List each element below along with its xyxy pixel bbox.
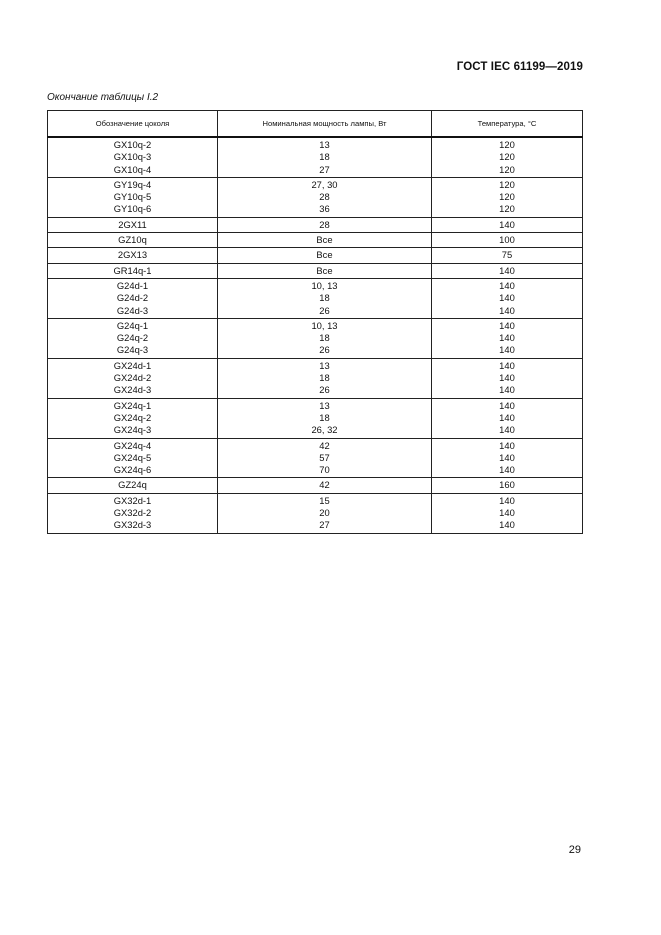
temperature-value: 140 (499, 519, 515, 531)
temperature-value: 140 (499, 344, 515, 356)
column-header-cap: Обозначение цоколя (48, 111, 218, 138)
cap-designation-value: GZ24q (118, 479, 147, 491)
cap-designation-cell (48, 177, 218, 217)
temperature-value: 140 (499, 359, 515, 371)
temperature-value: 140 (499, 424, 515, 436)
cap-designation-value: G24d-1 (116, 279, 149, 291)
column-header-power: Номинальная мощность лампы, Вт (218, 111, 432, 138)
temperature-value: 140 (499, 332, 515, 344)
temperature-value: 140 (499, 451, 515, 463)
temperature-cell (432, 217, 583, 232)
cap-designation-value: GZ10q (118, 234, 147, 246)
rated-power-value: Все (316, 249, 333, 261)
temperature-cell (432, 263, 583, 278)
rated-power-cell (218, 358, 432, 398)
temperature-value: 120 (499, 151, 515, 163)
cap-designation-value: GX24q-2 (113, 411, 152, 423)
temperature-cell (432, 278, 583, 318)
rated-power-cell (218, 493, 432, 533)
page-number: 29 (568, 844, 581, 856)
temperature-value: 120 (499, 178, 515, 190)
cap-designation-value: GX24d-2 (113, 372, 152, 384)
cap-designation-cell (48, 493, 218, 533)
temperature-value: 140 (499, 464, 515, 476)
table-row (48, 177, 583, 217)
table-row (48, 478, 583, 493)
rated-power-value: 18 (319, 151, 330, 163)
table-body (48, 137, 583, 533)
temperature-value: 140 (499, 372, 515, 384)
rated-power-value: 18 (319, 411, 330, 423)
cap-designation-cell (48, 263, 218, 278)
cap-designation-value: G24d-3 (116, 304, 149, 316)
rated-power-value: 26 (319, 384, 330, 396)
table-row (48, 137, 583, 177)
rated-power-value: 13 (319, 399, 330, 411)
rated-power-value: 26 (319, 344, 330, 356)
rated-power-value: 26 (319, 304, 330, 316)
rated-power-value: Все (316, 234, 333, 246)
temperature-value: 140 (499, 439, 515, 451)
rated-power-cell (218, 478, 432, 493)
cap-designation-value: G24q-3 (116, 344, 149, 356)
cap-designation-cell (48, 233, 218, 248)
cap-designation-value: G24q-1 (116, 319, 149, 331)
rated-power-value: 57 (319, 451, 330, 463)
temperature-value: 120 (499, 191, 515, 203)
temperature-value: 140 (499, 264, 515, 276)
cap-designation-cell (48, 248, 218, 263)
rated-power-value: 10, 13 (311, 319, 338, 331)
rated-power-value: 42 (319, 439, 330, 451)
rated-power-value: 10, 13 (311, 279, 338, 291)
temperature-cell (432, 398, 583, 438)
temperature-value: 140 (499, 411, 515, 423)
temperature-value: 140 (499, 384, 515, 396)
temperature-cell (432, 493, 583, 533)
table-row (48, 318, 583, 358)
rated-power-cell (218, 137, 432, 177)
cap-designation-value: 2GX11 (118, 218, 147, 230)
rated-power-cell (218, 278, 432, 318)
cap-designation-value: GX24q-1 (113, 399, 152, 411)
cap-designation-value: GX32d-2 (113, 507, 152, 519)
temperature-value: 140 (499, 304, 515, 316)
rated-power-value: 27, 30 (311, 178, 338, 190)
rated-power-value: 27 (319, 163, 330, 175)
temperature-value: 120 (499, 163, 515, 175)
cap-designation-value: GR14q-1 (113, 264, 152, 276)
temperature-value: 140 (499, 319, 515, 331)
temperature-cell (432, 358, 583, 398)
cap-designation-value: GX24d-1 (113, 359, 152, 371)
rated-power-cell (218, 438, 432, 478)
temperature-value: 140 (499, 399, 515, 411)
cap-designation-value: 2GX13 (117, 249, 148, 261)
document-standard-header: ГОСТ IEC 61199—2019 (456, 61, 583, 73)
cap-designation-value: GY10q-5 (113, 191, 152, 203)
cap-designation-value: GX32d-1 (113, 494, 152, 506)
temperature-cell (432, 478, 583, 493)
temperature-value: 120 (499, 139, 515, 150)
temperature-value: 120 (499, 203, 515, 215)
rated-power-value: 13 (319, 359, 330, 371)
temperature-value: 160 (499, 479, 515, 491)
cap-designation-cell (48, 137, 218, 177)
cap-designation-cell (48, 438, 218, 478)
cap-designation-value: GY19q-4 (113, 178, 152, 190)
lamp-cap-temperature-table (47, 110, 583, 534)
cap-designation-value: G24d-2 (116, 292, 149, 304)
cap-designation-value: GX32d-3 (113, 519, 152, 531)
rated-power-value: Все (316, 264, 333, 276)
temperature-cell (432, 318, 583, 358)
cap-designation-value: GX24d-3 (113, 384, 152, 396)
rated-power-cell (218, 398, 432, 438)
rated-power-value: 28 (319, 191, 330, 203)
rated-power-value: 70 (319, 464, 330, 476)
rated-power-value: 18 (319, 292, 330, 304)
cap-designation-cell (48, 398, 218, 438)
rated-power-value: 18 (319, 332, 330, 344)
rated-power-value: 28 (319, 218, 330, 230)
table-row (48, 398, 583, 438)
table-row (48, 263, 583, 278)
cap-designation-value: GY10q-6 (113, 203, 152, 215)
cap-designation-value: GX10q-2 (113, 139, 152, 150)
table-row (48, 217, 583, 232)
temperature-cell (432, 438, 583, 478)
table-header-row (48, 111, 583, 138)
rated-power-value: 26, 32 (311, 424, 338, 436)
table-row (48, 248, 583, 263)
temperature-cell (432, 233, 583, 248)
cap-designation-cell (48, 318, 218, 358)
rated-power-cell (218, 263, 432, 278)
rated-power-cell (218, 217, 432, 232)
cap-designation-value: GX24q-4 (113, 439, 152, 451)
table-row (48, 438, 583, 478)
cap-designation-cell (48, 217, 218, 232)
rated-power-cell (218, 248, 432, 263)
rated-power-value: 20 (319, 507, 330, 519)
table-caption: Окончание таблицы I.2 (47, 92, 159, 103)
rated-power-value: 36 (319, 203, 330, 215)
cap-designation-value: GX10q-3 (113, 151, 152, 163)
rated-power-value: 15 (319, 494, 330, 506)
cap-designation-cell (48, 478, 218, 493)
temperature-value: 100 (499, 234, 515, 246)
table-row (48, 358, 583, 398)
rated-power-cell (218, 177, 432, 217)
table-row (48, 278, 583, 318)
temperature-value: 75 (501, 249, 513, 261)
table-row (48, 493, 583, 533)
rated-power-cell (218, 233, 432, 248)
table-row (48, 233, 583, 248)
temperature-value: 140 (499, 494, 515, 506)
rated-power-value: 18 (319, 372, 330, 384)
cap-designation-value: GX24q-5 (113, 451, 152, 463)
temperature-cell (432, 248, 583, 263)
temperature-cell (432, 177, 583, 217)
rated-power-value: 42 (319, 479, 330, 491)
cap-designation-cell (48, 358, 218, 398)
cap-designation-cell (48, 278, 218, 318)
column-header-temperature: Температура, °С (432, 111, 583, 138)
cap-designation-value: GX10q-4 (113, 163, 152, 175)
rated-power-value: 27 (319, 519, 330, 531)
temperature-value: 140 (499, 292, 515, 304)
temperature-value: 140 (499, 279, 515, 291)
temperature-value: 140 (499, 507, 515, 519)
temperature-value: 140 (499, 218, 515, 230)
cap-designation-value: GX24q-6 (113, 464, 152, 476)
temperature-cell (432, 137, 583, 177)
cap-designation-value: G24q-2 (116, 332, 149, 344)
rated-power-cell (218, 318, 432, 358)
cap-designation-value: GX24q-3 (113, 424, 152, 436)
rated-power-value: 13 (319, 139, 330, 150)
